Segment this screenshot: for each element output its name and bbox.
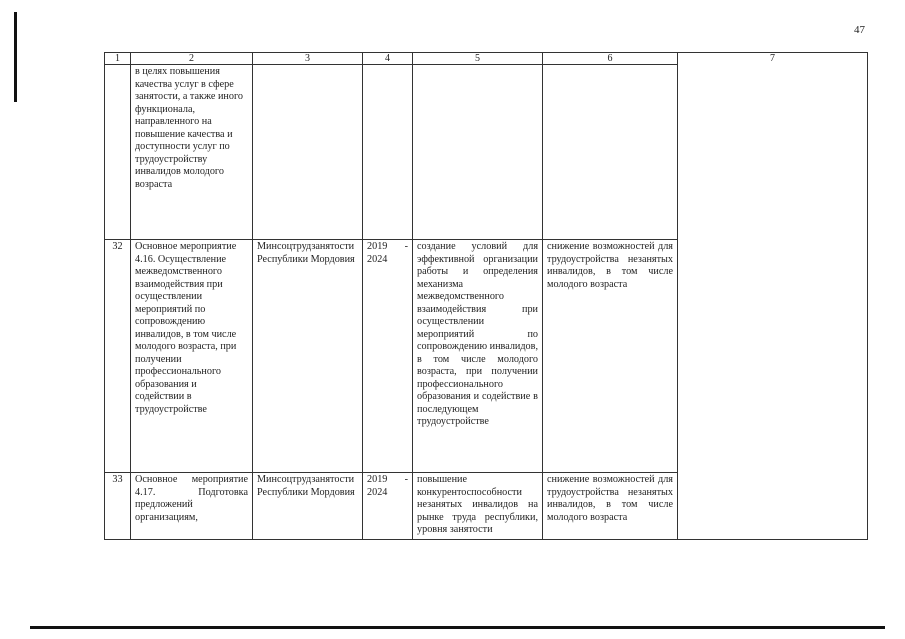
header-cell: 7 (678, 53, 868, 540)
activity-cell: Основное мероприятие 4.16. Осуществление межведомственного взаимодействия при осуществлении мероприятий по сопровождению инвалидов, в том числе молодого возраста, при получении профессионального образования и содействии в трудоустройстве (131, 240, 253, 473)
activity-cell: Основное мероприятие 4.17. Подготовка предложений организациям, (131, 473, 253, 540)
header-cell: 5 (413, 53, 543, 65)
period-cell: 2019 - 2024 (363, 240, 413, 473)
consequence-cell (543, 65, 678, 240)
executor-cell: Минсоцтрудзанятости Республики Мордовия (253, 473, 363, 540)
result-cell: повышение конкурентоспособности незанятых инвалидов на рынке труда республики, уровня занятости (413, 473, 543, 540)
consequence-cell: снижение возможностей для трудоустройства незанятых инвалидов, в том числе молодого возраста (543, 240, 678, 473)
period-cell: 2019 - 2024 (363, 473, 413, 540)
header-cell: 2 (131, 53, 253, 65)
period-cell (363, 65, 413, 240)
executor-cell: Минсоцтрудзанятости Республики Мордовия (253, 240, 363, 473)
header-row (105, 53, 868, 65)
measures-table (104, 52, 868, 540)
header-cell: 4 (363, 53, 413, 65)
header-cell: 1 (105, 53, 131, 65)
row-number: 32 (105, 240, 131, 473)
header-cell: 6 (543, 53, 678, 65)
header-cell: 3 (253, 53, 363, 65)
page-number: 47 (854, 24, 865, 36)
row-number: 33 (105, 473, 131, 540)
scan-left-edge-mark (14, 12, 17, 102)
result-cell (413, 65, 543, 240)
scan-bottom-edge-mark (30, 626, 885, 629)
row-number (105, 65, 131, 240)
consequence-cell: снижение возможностей для трудоустройства незанятых инвалидов, в том числе молодого возраста (543, 473, 678, 540)
executor-cell (253, 65, 363, 240)
activity-cell: в целях повышения качества услуг в сфере занятости, а также иного функционала, направленного на повышение качества и доступности услуг по трудоустройству инвалидов молодого возраста (131, 65, 253, 240)
result-cell: создание условий для эффективной организации работы и определения механизма межведомственного взаимодействия при осуществлении мероприятий по сопровождению инвалидов, в том числе молодого возраста, при получении профессионального образования и содействие в последующем трудоустройстве (413, 240, 543, 473)
